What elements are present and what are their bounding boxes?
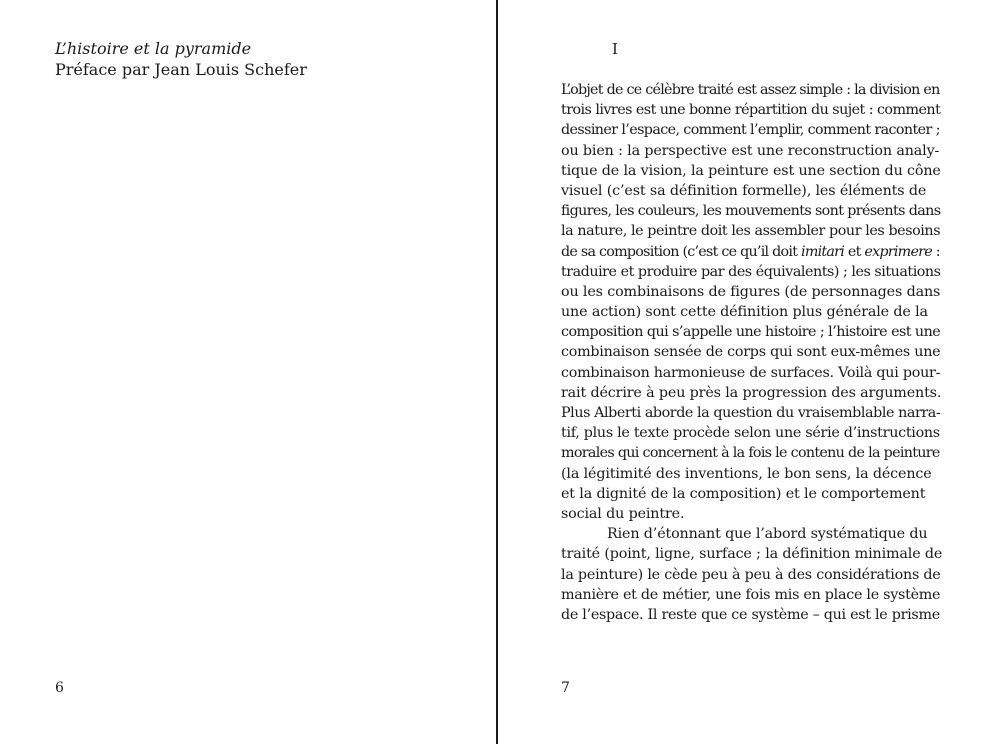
- running-subtitle: Préface par Jean Louis Schefer: [55, 60, 307, 79]
- text-line: combinaison sensée de corps qui sont eux-mêmes une: [561, 344, 941, 361]
- text-line: de sa composition (c’est ce qu’il doit imitari et exprimere :: [561, 243, 940, 260]
- text-line: social du peintre.: [561, 505, 685, 522]
- text-line: visuel (c’est sa définition formelle), les éléments de: [561, 182, 927, 199]
- text-line: la peinture) le cède peu à peu à des considérations de: [561, 566, 941, 583]
- text-line: composition qui s’appelle une histoire ; l’histoire est une: [561, 324, 941, 341]
- text-line: trois livres est une bonne répartition du sujet : comment: [561, 102, 941, 119]
- text-line: dessiner l’espace, comment l’emplir, comment raconter ;: [561, 122, 940, 139]
- text-line: la nature, le peintre doit les assembler pour les besoins: [561, 223, 941, 240]
- text-line: L’objet de ce célèbre traité est assez simple : la division en: [561, 82, 940, 98]
- text-line: manière et de métier, une fois mis en place le système: [561, 586, 941, 603]
- text-line: morales qui concernent à la fois le contenu de la peinture: [561, 445, 940, 462]
- right-page: [498, 0, 992, 744]
- running-title: L’histoire et la pyramide: [55, 39, 252, 58]
- text-line: tique de la vision, la peinture est une section du cône: [561, 162, 941, 179]
- body-text: [561, 80, 943, 625]
- text-line: combinaison harmonieuse de surfaces. Voilà qui pour-: [561, 364, 941, 381]
- section-numeral: I: [612, 40, 618, 58]
- page-number-left: 6: [55, 680, 64, 696]
- text-line-paragraph-start: Rien d’étonnant que l’abord systématique du: [607, 526, 928, 543]
- text-line: une action) sont cette définition plus générale de la: [561, 304, 928, 321]
- text-line: (la légitimité des inventions, le bon sens, la décence: [561, 465, 932, 482]
- text-line: de l’espace. Il reste que ce système – qui est le prisme: [561, 606, 940, 623]
- text-line: Plus Alberti aborde la question du vraisemblable narra-: [561, 405, 941, 421]
- text-line: ou bien : la perspective est une reconstruction analy-: [561, 142, 940, 159]
- text-line: figures, les couleurs, les mouvements sont présents dans: [561, 203, 941, 220]
- text-line: rait décrire à peu près la progression des arguments.: [561, 384, 942, 401]
- page-number-right: 7: [561, 680, 570, 696]
- text-line: et la dignité de la composition) et le comportement: [561, 485, 926, 502]
- text-line: traduire et produire par des équivalents) ; les situations: [561, 263, 941, 280]
- text-line: ou les combinaisons de figures (de personnages dans: [561, 283, 941, 300]
- text-line: tif, plus le texte procède selon une série d’instructions: [561, 425, 940, 442]
- text-line: traité (point, ligne, surface ; la définition minimale de: [561, 546, 943, 563]
